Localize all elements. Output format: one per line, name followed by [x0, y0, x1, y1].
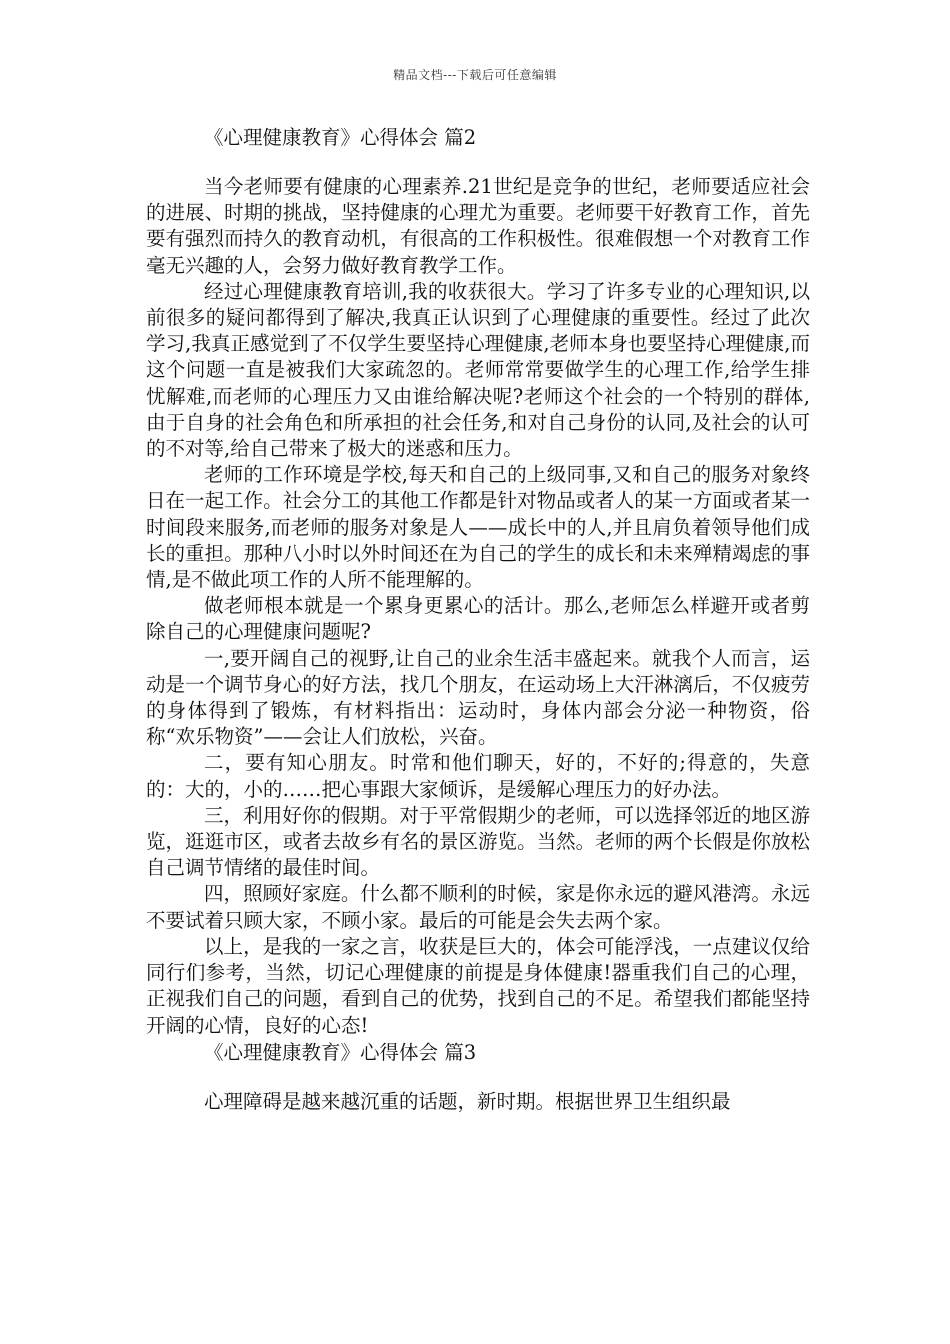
section-title-3: 《心理健康教育》心得体会 篇3: [204, 1040, 477, 1064]
paragraph: 四，照顾好家庭。什么都不顺利的时候，家是你永远的避风港湾。永远不要试着只顾大家，不顾小家。最后的可能是会失去两个家。: [146, 882, 810, 932]
section-title-2: 《心理健康教育》心得体会 篇2: [204, 126, 477, 149]
paragraph: 以上，是我的一家之言，收获是巨大的，体会可能浮浅，一点建议仅给同行们参考，当然，切记心理健康的前提是身体健康!器重我们自己的心理，正视我们自己的问题，看到自己的优势，找到自己的不足。希望我们都能坚持开阔的心情，良好的心态!: [146, 934, 810, 1037]
paragraph: 老师的工作环境是学校,每天和自己的上级同事,又和自己的服务对象终日在一起工作。社会分工的其他工作都是针对物品或者人的某一方面或者某一时间段来服务,而老师的服务对象是人——成长中的人,并且肩负着领导他们成长的重担。那种八小时以外时间还在为自己的学生的成长和未来殚精竭虑的事情,是不做此项工作的人所不能理解的。: [146, 463, 810, 592]
document-body: [146, 124, 810, 1115]
paragraph: 心理障碍是越来越沉重的话题，新时期。根据世界卫生组织最: [204, 1089, 731, 1113]
paragraph: 当今老师要有健康的心理素养.21世纪是竞争的世纪，老师要适应社会的进展、时期的挑战，坚持健康的心理尤为重要。老师要干好教育工作，首先要有强烈而持久的教育动机，有很高的工作积极性。很难假想一个对教育工作毫无兴趣的人，会努力做好教育教学工作。: [146, 175, 810, 277]
paragraph: 三，利用好你的假期。对于平常假期少的老师，可以选择邻近的地区游览，逛逛市区，或者去故乡有名的景区游览。当然。老师的两个长假是你放松自己调节情绪的最佳时间。: [146, 803, 810, 880]
paragraph: 一,要开阔自己的视野,让自己的业余生活丰盛起来。就我个人而言，运动是一个调节身心的好方法，找几个朋友，在运动场上大汗淋漓后，不仅疲劳的身体得到了锻炼，有材料指出：运动时，身体内部会分泌一种物资，俗称“欢乐物资”——会让人们放松，兴奋。: [146, 646, 810, 749]
paragraph: 做老师根本就是一个累身更累心的活计。那么,老师怎么样避开或者剪除自己的心理健康问题呢?: [146, 594, 810, 644]
paragraph: 经过心理健康教育培训,我的收获很大。学习了许多专业的心理知识,以前很多的疑问都得到了解决,我真正认识到了心理健康的重要性。经过了此次学习,我真正感觉到了不仅学生要坚持心理健康,老师本身也要坚持心理健康,而这个问题一直是被我们大家疏忽的。老师常常要做学生的心理工作,给学生排忧解难,而老师的心理压力又由谁给解决呢?老师这个社会的一个特别的群体,由于自身的社会角色和所承担的社会任务,和对自己身份的认同,及社会的认可的不对等,给自己带来了极大的迷惑和压力。: [146, 279, 810, 461]
page-header-note: 精品文档---下载后可任意编辑: [393, 68, 557, 82]
paragraph: 二，要有知心朋友。时常和他们聊天，好的，不好的;得意的，失意的：大的，小的……把心事跟大家倾诉，是缓解心理压力的好办法。: [146, 751, 810, 801]
